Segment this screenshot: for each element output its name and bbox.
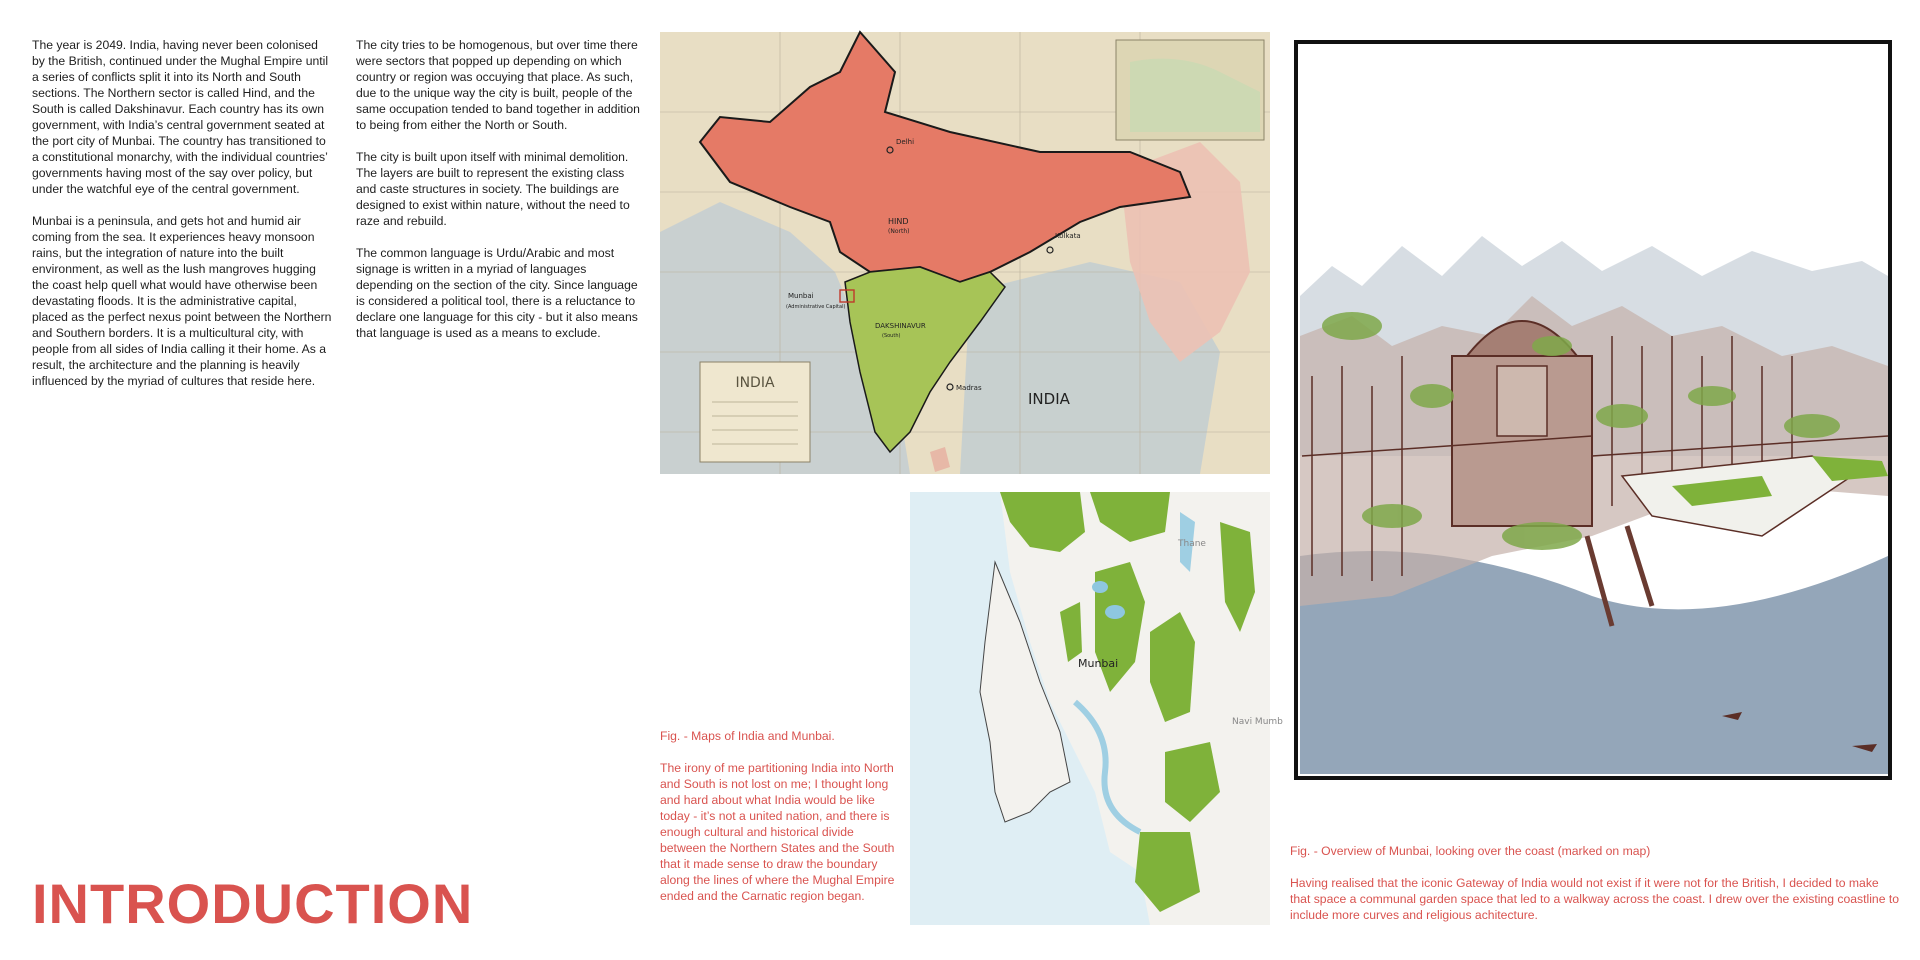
label-dakshinavur: DAKSHINAVUR [875,322,926,330]
intro-column-left [32,37,332,405]
overview-sketch-drawing [1292,36,1896,784]
legend-title: INDIA [735,375,775,391]
label-munbai-sub: (Administrative Capital) [786,304,846,310]
intro-paragraph-3: The city tries to be homogenous, but over time there were sectors that popped up depending on which country or region was occuying that place. As such, due to the unique way the city is built, people of the same occupation tended to band together in addition to being from either the North or South. [356,38,640,132]
label-dakshinavur-sub: (South) [882,333,901,339]
intro-paragraph-5: The common language is Urdu/Arabic and most signage is written in a myriad of languages depending on the section of the city. Since language is considered a political tool, there is a reluctance to declare one language for this city - but it also means that language is used as a means to exclude. [356,246,638,340]
label-munbai: Munbai [788,292,814,300]
label-kolkata: Kolkata [1055,232,1081,240]
intro-column-right [356,37,646,357]
label-hind: HIND [888,217,909,226]
label-india: INDIA [1028,390,1070,408]
intro-paragraph-1: The year is 2049. India, having never been colonised by the British, continued under the Mughal Empire until a series of conflicts split it into its North and South sections. The Northern sector is called Hind, and the South is called Dakshinavur. Each country has its own government, with India’s central government seated at the port city of Munbai. The country has transitioned to a constitutional monarchy, with the individual countries’ governments having most of the say over policy, but under the watchful eye of the central government. [32,38,329,196]
munbai-map-drawing [910,492,1283,925]
label-hind-sub: (North) [888,228,910,235]
munbai-map [910,492,1283,925]
thane-label: Thane [1178,539,1206,549]
maps-caption-body: The irony of me partitioning India into North and South is not lost on me; I thought long and hard about what India would be like today - it’s not a united nation, and there is enough cultural and historical divide between the Northern States and the South that it made sense to draw the boundary along the lines of where the Mughal Empire ended and the Carnatic region began. [660,761,895,903]
maps-caption-fig: Fig. - Maps of India and Munbai. [660,729,835,743]
india-map [660,32,1270,474]
intro-paragraph-2: Munbai is a peninsula, and gets hot and humid air coming from the sea. It experiences heavy monsoon rains, but the integration of nature into the built environment, as well as the lush mangroves hugging the coast help quell what would have otherwise been devastating floods. It is the administrative capital, placed as the perfect nexus point between the Northern and Southern borders. It is a multicultural city, with people from all sides of India calling it their home. As a result, the architecture and the planning is heavily influenced by the myriad of cultures that reside here. [32,214,332,388]
label-madras: Madras [956,384,982,392]
city-label: Munbai [1078,657,1119,670]
navi-label: Navi Mumb [1232,717,1283,727]
maps-caption [660,728,900,920]
overview-caption-fig: Fig. - Overview of Munbai, looking over the coast (marked on map) [1290,844,1651,858]
india-map-drawing [660,32,1270,474]
page-title: INTRODUCTION [32,872,474,935]
label-delhi: Delhi [896,138,915,146]
overview-caption [1290,843,1900,939]
overview-caption-body: Having realised that the iconic Gateway of India would not exist if it were not for the British, I decided to make that space a communal garden space that led to a walkway across the coast. I drew over the existing coastline to include more curves and religious achitecture. [1290,876,1900,922]
intro-paragraph-4: The city is built upon itself with minimal demolition. The layers are built to represent the existing class and caste structures in society. The buildings are designed to exist within nature, without the need to raze and rebuild. [356,150,630,228]
overview-sketch [1292,36,1896,784]
